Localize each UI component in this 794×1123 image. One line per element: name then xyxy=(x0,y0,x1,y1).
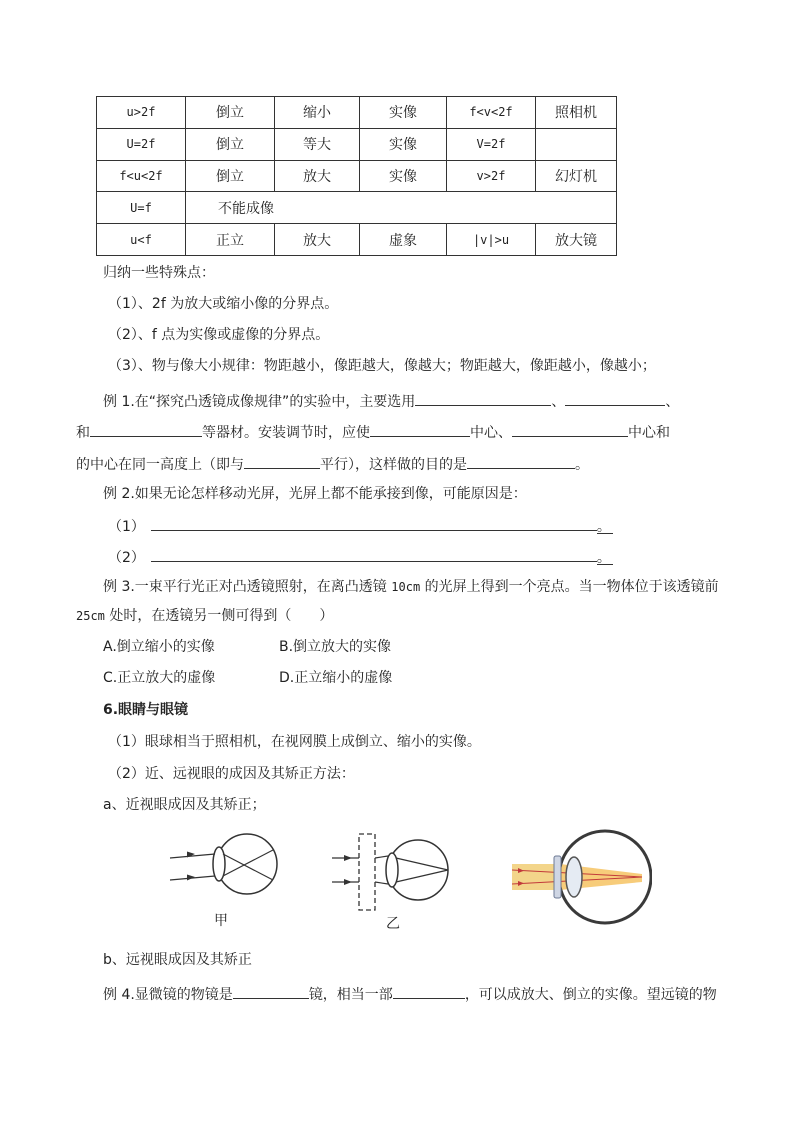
example-1-line-2 xyxy=(76,420,670,443)
table-cell: 实像 xyxy=(360,160,447,192)
answer-blank[interactable] xyxy=(565,389,665,406)
example-3-number: 10cm xyxy=(391,580,421,594)
example-1-separator: 、 xyxy=(551,394,566,410)
example-3-line-2 xyxy=(76,606,333,626)
example-1-separator: 、 xyxy=(665,394,680,410)
example-1-line-3 xyxy=(76,452,589,475)
option-c[interactable]: C.正立放大的虚像 xyxy=(103,670,216,686)
line-number: （2） xyxy=(108,550,145,566)
example-1-line-1 xyxy=(103,389,679,412)
table-cell: u>2f xyxy=(97,97,186,129)
summary-point-1: （1）、2f 为放大或缩小像的分界点。 xyxy=(108,296,339,312)
example-1-text: 平行），这样做的目的是 xyxy=(320,457,467,473)
section-6-point-2: （2）近、远视眼的成因及其矫正方法： xyxy=(108,766,355,782)
table-cell: 实像 xyxy=(360,128,447,160)
figure-label-yi: 乙 xyxy=(386,916,400,932)
table-cell: 缩小 xyxy=(275,97,360,129)
table-cell: f<u<2f xyxy=(97,160,186,192)
example-3-line-1 xyxy=(103,577,719,597)
answer-end: 。 xyxy=(596,550,611,566)
example-1-text: 例 1.在“探究凸透镜成像规律”的实验中，主要选用 xyxy=(103,394,416,410)
answer-blank[interactable] xyxy=(415,389,551,406)
table-cell: f<v<2f xyxy=(447,97,536,129)
example-1-text: 中心、 xyxy=(470,425,512,441)
table-cell: 放大 xyxy=(275,160,360,192)
answer-blank[interactable] xyxy=(467,452,575,469)
section-6-item-a: a、近视眼成因及其矫正； xyxy=(103,797,266,813)
table-cell: v>2f xyxy=(447,160,536,192)
table-cell: U=2f xyxy=(97,128,186,160)
example-4-line-1 xyxy=(103,982,717,1005)
example-4-text: ，可以成放大、倒立的实像。望远镜的物 xyxy=(464,987,717,1003)
table-cell: 幻灯机 xyxy=(536,160,617,192)
table-cell: 放大 xyxy=(275,224,360,256)
answer-blank[interactable] xyxy=(151,545,597,562)
table-cell: 实像 xyxy=(360,97,447,129)
answer-blank[interactable] xyxy=(151,514,597,531)
table-row xyxy=(97,192,617,224)
table-cell: 倒立 xyxy=(186,160,275,192)
example-1-text: 中心和 xyxy=(628,425,670,441)
table-cell: 倒立 xyxy=(186,128,275,160)
example-2-question: 例 2.如果无论怎样移动光屏，光屏上都不能承接到像，可能原因是： xyxy=(103,486,527,502)
section-6-point-1: （1）眼球相当于照相机，在视网膜上成倒立、缩小的实像。 xyxy=(108,734,481,750)
lens-imaging-table xyxy=(96,96,617,256)
table-cell: 不能成像 xyxy=(186,192,617,224)
eye-lens-illustration xyxy=(512,826,652,930)
answer-blank[interactable] xyxy=(233,982,309,999)
example-2-line-2 xyxy=(108,545,613,568)
example-1-text: 和 xyxy=(76,425,90,441)
section-6-item-b: b、远视眼成因及其矫正 xyxy=(103,952,252,968)
table-row xyxy=(97,97,617,129)
table-cell: |v|>u xyxy=(447,224,536,256)
table-cell: 正立 xyxy=(186,224,275,256)
table-cell: 放大镜 xyxy=(536,224,617,256)
answer-blank[interactable] xyxy=(90,420,202,437)
table-cell: 照相机 xyxy=(536,97,617,129)
myopia-eye-diagram xyxy=(165,828,285,898)
example-1-text: 等器材。安装调节时，应使 xyxy=(202,425,370,441)
table-cell: V=2f xyxy=(447,128,536,160)
example-4-text: 镜，相当一部 xyxy=(308,987,393,1003)
table-cell: 等大 xyxy=(275,128,360,160)
example-3-text: 例 3.一束平行光正对凸透镜照射，在离凸透镜 xyxy=(103,579,392,595)
myopia-correction-diagram xyxy=(330,832,455,912)
example-1-text: 。 xyxy=(575,457,589,473)
line-number: （1） xyxy=(108,519,145,535)
table-cell: 倒立 xyxy=(186,97,275,129)
example-3-text: 的光屏上得到一个亮点。当一物体位于该透镜前 xyxy=(420,579,719,595)
answer-blank[interactable] xyxy=(244,452,320,469)
table-row xyxy=(97,160,617,192)
option-d[interactable]: D.正立缩小的虚像 xyxy=(279,670,393,686)
summary-point-2: （2）、f 点为实像或虚像的分界点。 xyxy=(108,327,330,343)
table-cell xyxy=(536,128,617,160)
table-cell: 虚象 xyxy=(360,224,447,256)
section-title: 6.眼睛与眼镜 xyxy=(103,702,189,718)
answer-end: 。 xyxy=(596,519,611,535)
table-row xyxy=(97,224,617,256)
answer-blank[interactable] xyxy=(370,420,470,437)
summary-heading: 归纳一些特殊点： xyxy=(103,265,215,281)
table-row xyxy=(97,128,617,160)
example-2-line-1 xyxy=(108,514,613,537)
example-3-number: 25cm xyxy=(76,609,105,623)
figure-label-jia: 甲 xyxy=(214,913,228,929)
answer-blank[interactable] xyxy=(512,420,628,437)
table-cell: U=f xyxy=(97,192,186,224)
table-cell: u<f xyxy=(97,224,186,256)
summary-point-3: （3）、物与像大小规律：物距越小，像距越大，像越大；物距越大，像距越小，像越小； xyxy=(108,358,656,374)
example-1-text: 的中心在同一高度上（即与 xyxy=(76,457,244,473)
example-4-text: 例 4.显微镜的物镜是 xyxy=(103,987,233,1003)
answer-blank[interactable] xyxy=(393,982,465,999)
option-a[interactable]: A.倒立缩小的实像 xyxy=(103,639,215,655)
example-3-text: 处时，在透镜另一侧可得到（ ） xyxy=(104,608,334,624)
option-b[interactable]: B.倒立放大的实像 xyxy=(279,639,392,655)
